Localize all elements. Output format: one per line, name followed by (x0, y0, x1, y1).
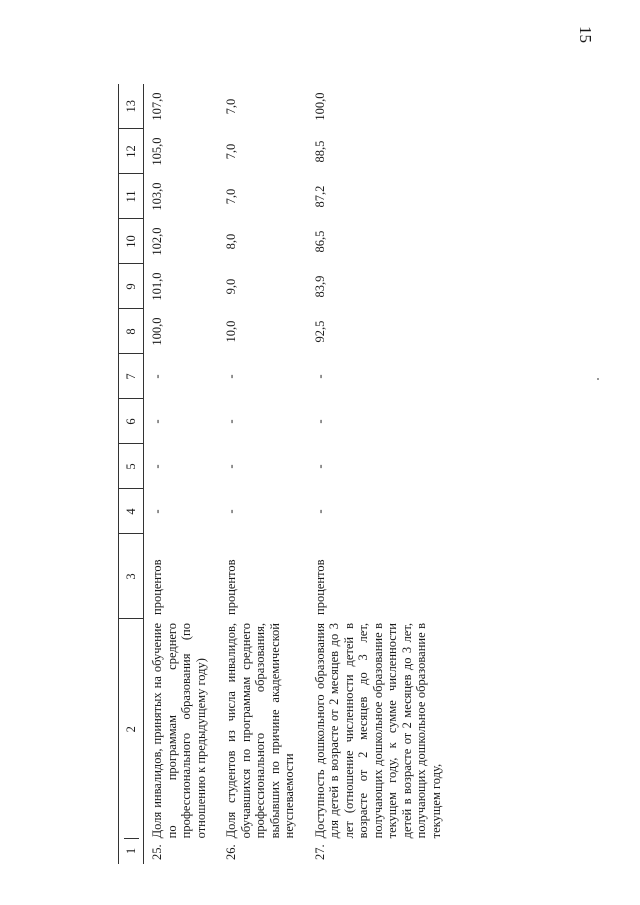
header-cell-1-2 (119, 619, 144, 864)
header-cell-13: 13 (119, 84, 144, 129)
value-cell: - (312, 464, 327, 469)
value-cell: 100,0 (150, 317, 164, 346)
header-cell-11: 11 (119, 174, 144, 219)
unit-cell: процентов (150, 559, 164, 615)
value-cell: - (150, 374, 164, 379)
header-cell-2: 2 (123, 726, 138, 733)
page-number: 15 (576, 26, 595, 43)
value-cell: 103,0 (150, 182, 164, 211)
scan-speck (597, 378, 599, 380)
value-cell: 107,0 (150, 92, 164, 121)
value-cell: 100,0 (312, 92, 327, 121)
row-number: 25. (150, 844, 164, 860)
value-cell: - (224, 374, 238, 379)
indicator-name: Доля инвалидов, принятых на обучение по программам среднего профессионального образования (по отношению к предыдущему году) (150, 623, 208, 839)
value-cell: - (224, 509, 238, 514)
value-cell: 7,0 (224, 98, 238, 115)
value-cell: 10,0 (224, 320, 238, 343)
header-cell-3: 3 (119, 534, 144, 619)
value-cell: 101,0 (150, 272, 164, 301)
indicator-name-cell (144, 619, 219, 864)
value-cell: 102,0 (150, 227, 164, 256)
value-cell: - (224, 419, 238, 424)
header-cell-1: 1 (124, 838, 139, 863)
value-cell: 92,5 (312, 320, 327, 343)
header-cell-12: 12 (119, 129, 144, 174)
value-cell: 83,9 (312, 275, 327, 298)
row-number: 26. (224, 844, 238, 860)
value-cell: 87,2 (312, 185, 327, 208)
row-number: 27. (312, 844, 327, 860)
value-cell: 88,5 (312, 140, 327, 163)
header-cell-8: 8 (119, 309, 144, 354)
rotated-page (118, 84, 618, 864)
header-cell-6: 6 (119, 399, 144, 444)
table-row-27 (307, 84, 454, 864)
value-cell: - (150, 464, 164, 469)
header-cell-4: 4 (119, 489, 144, 534)
value-cell: 86,5 (312, 230, 327, 253)
header-row (119, 84, 144, 864)
value-cell: - (150, 509, 164, 514)
unit-cell: процентов (224, 559, 238, 615)
value-cell: - (312, 374, 327, 379)
header-cell-9: 9 (119, 264, 144, 309)
table-row-26 (218, 84, 307, 864)
value-cell: - (224, 464, 238, 469)
header-cell-5: 5 (119, 444, 144, 489)
indicator-name: Доступность дошкольного образования для детей в возрасте от 2 месяцев до 3 лет (отношение численности детей в возрасте от 2 месяцев до 3 лет, получающих дошкольное образование в текущем году, к сумме численности детей в возрасте от 2 месяцев до 3 лет, получающих дошкольное образование в текущем году, (312, 623, 443, 839)
indicator-table (118, 84, 453, 864)
value-cell: - (312, 419, 327, 424)
header-cell-10: 10 (119, 219, 144, 264)
value-cell: 7,0 (224, 188, 238, 205)
indicator-name-cell (307, 619, 454, 864)
value-cell: 8,0 (224, 233, 238, 250)
value-cell: 9,0 (224, 278, 238, 295)
table-row-25 (144, 84, 219, 864)
indicator-name-cell (218, 619, 307, 864)
value-cell: 105,0 (150, 137, 164, 166)
value-cell: 7,0 (224, 143, 238, 160)
unit-cell: процентов (312, 559, 327, 615)
header-cell-7: 7 (119, 354, 144, 399)
value-cell: - (312, 509, 327, 514)
indicator-name: Доля студентов из числа инвалидов, обучавшихся по программам среднего профессионального образования, выбывших по причине академической неуспеваемости (224, 623, 296, 839)
value-cell: - (150, 419, 164, 424)
